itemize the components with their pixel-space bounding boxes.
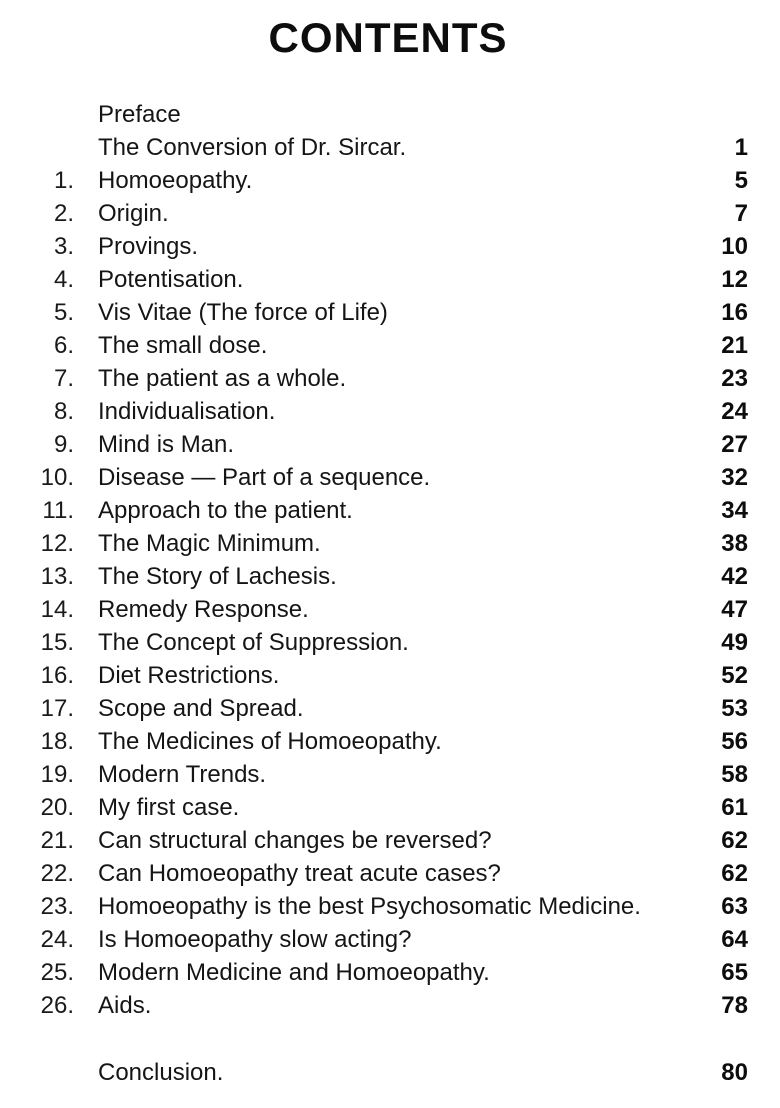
toc-row [28, 791, 748, 824]
chapter-title: Diet Restrictions. [98, 662, 280, 689]
toc-row [28, 230, 748, 263]
chapter-number: 17. [40, 695, 74, 722]
chapter-title: The Magic Minimum. [98, 530, 321, 557]
page-number: 16 [721, 299, 748, 326]
page-number: 24 [721, 398, 748, 425]
chapter-number: 21. [40, 827, 74, 854]
chapter-number: 1. [53, 167, 74, 194]
toc-row [28, 329, 748, 362]
toc-row [28, 296, 748, 329]
page-number: 1 [734, 134, 748, 161]
toc-row [28, 989, 748, 1022]
chapter-title: Individualisation. [98, 398, 276, 425]
toc-front-matter [28, 98, 748, 164]
chapter-number: 7. [53, 365, 74, 392]
toc-row [28, 560, 748, 593]
toc-back-matter [28, 1056, 748, 1089]
chapter-title: Can structural changes be reversed? [98, 827, 492, 854]
chapter-number: 22. [40, 860, 74, 887]
chapter-number: 15. [40, 629, 74, 656]
chapter-number: 20. [40, 794, 74, 821]
chapter-title: Homoeopathy is the best Psychosomatic Medicine. [98, 893, 641, 920]
toc-row [28, 197, 748, 230]
chapter-number: 25. [40, 959, 74, 986]
chapter-number: 9. [53, 431, 74, 458]
chapter-number: 24. [40, 926, 74, 953]
chapter-title: The Medicines of Homoeopathy. [98, 728, 442, 755]
chapter-title: Modern Trends. [98, 761, 267, 788]
chapter-number: 4. [53, 266, 74, 293]
toc-row [28, 857, 748, 890]
toc-row [28, 164, 748, 197]
page-number: 61 [721, 794, 748, 821]
chapter-title: Provings. [98, 233, 199, 260]
page-number: 62 [721, 827, 748, 854]
toc-row [28, 395, 748, 428]
toc-row [28, 1056, 748, 1089]
chapter-number: 13. [40, 563, 74, 590]
page-number: 80 [721, 1059, 748, 1086]
chapter-number: 11. [42, 497, 74, 524]
chapter-number: 23. [40, 893, 74, 920]
page-title: CONTENTS [268, 14, 508, 61]
chapter-number: 6. [53, 332, 74, 359]
page-number: 27 [721, 431, 748, 458]
chapter-number: 3. [53, 233, 74, 260]
page-number: 5 [734, 167, 748, 194]
chapter-title: The Story of Lachesis. [98, 563, 337, 590]
chapter-number: 26. [40, 992, 74, 1019]
toc-row [28, 263, 748, 296]
chapter-number: 12. [40, 530, 74, 557]
chapter-title: The Conversion of Dr. Sircar. [98, 134, 407, 161]
page-number: 42 [721, 563, 748, 590]
chapter-title: Can Homoeopathy treat acute cases? [98, 860, 501, 887]
toc-row [28, 494, 748, 527]
chapter-title: Conclusion. [98, 1059, 224, 1086]
page-number: 38 [721, 530, 748, 557]
chapter-title: Potentisation. [98, 266, 244, 293]
toc-row [28, 428, 748, 461]
toc-row [28, 362, 748, 395]
toc-row [28, 626, 748, 659]
table-of-contents [28, 98, 748, 1089]
page-number: 23 [721, 365, 748, 392]
toc-row [28, 956, 748, 989]
page-number: 47 [721, 596, 748, 623]
page-number: 10 [721, 233, 748, 260]
page-number: 53 [721, 695, 748, 722]
chapter-title: Disease — Part of a sequence. [98, 464, 431, 491]
chapter-title: My first case. [98, 794, 240, 821]
page-number: 21 [721, 332, 748, 359]
page-number: 62 [721, 860, 748, 887]
chapter-title: Remedy Response. [98, 596, 309, 623]
page-number: 56 [721, 728, 748, 755]
toc-row [28, 461, 748, 494]
toc-row [28, 131, 748, 164]
page-number: 52 [721, 662, 748, 689]
toc-row [28, 659, 748, 692]
page-number: 34 [721, 497, 748, 524]
chapter-number: 14. [40, 596, 74, 623]
chapter-title: Preface [98, 101, 181, 128]
page-number: 65 [721, 959, 748, 986]
toc-row [28, 758, 748, 791]
toc-row [28, 593, 748, 626]
page-number: 64 [721, 926, 748, 953]
chapter-number: 18. [40, 728, 74, 755]
chapter-number: 2. [53, 200, 74, 227]
chapter-title: Aids. [98, 992, 152, 1019]
page-number: 7 [734, 200, 748, 227]
chapter-number: 10. [40, 464, 74, 491]
chapter-title: Modern Medicine and Homoeopathy. [98, 959, 490, 986]
chapter-title: Scope and Spread. [98, 695, 304, 722]
toc-row [28, 923, 748, 956]
page-number: 32 [721, 464, 748, 491]
page-number: 58 [721, 761, 748, 788]
chapter-number: 19. [40, 761, 74, 788]
chapter-number: 8. [53, 398, 74, 425]
chapter-title: Approach to the patient. [98, 497, 353, 524]
chapter-title: Mind is Man. [98, 431, 235, 458]
toc-row [28, 527, 748, 560]
chapter-title: Vis Vitae (The force of Life) [98, 299, 388, 326]
chapter-title: Homoeopathy. [98, 167, 253, 194]
chapter-title: The Concept of Suppression. [98, 629, 409, 656]
chapter-number: 5. [53, 299, 74, 326]
chapter-title: Origin. [98, 200, 169, 227]
page-number: 78 [721, 992, 748, 1019]
toc-row [28, 890, 748, 923]
page-number: 49 [721, 629, 748, 656]
toc-chapters [28, 164, 748, 1022]
chapter-number: 16. [40, 662, 74, 689]
toc-row [28, 692, 748, 725]
page-number: 63 [721, 893, 748, 920]
chapter-title: The small dose. [98, 332, 268, 359]
toc-row [28, 725, 748, 758]
chapter-title: Is Homoeopathy slow acting? [98, 926, 412, 953]
toc-row [28, 98, 748, 131]
chapter-title: The patient as a whole. [98, 365, 347, 392]
toc-row [28, 824, 748, 857]
page-number: 12 [721, 266, 748, 293]
